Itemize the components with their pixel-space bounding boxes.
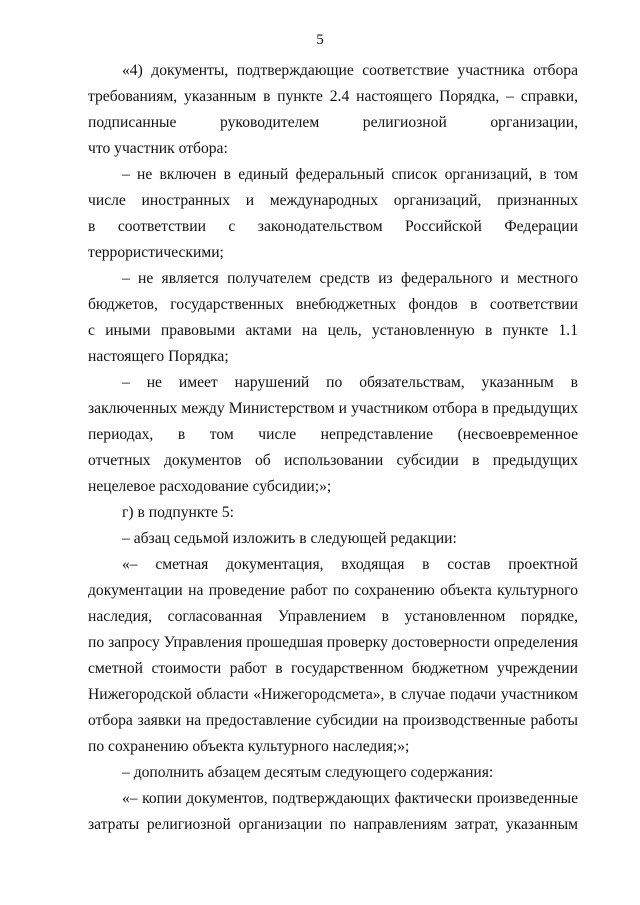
text-line: «4) документы, подтверждающие соответствие участника отбора — [122, 62, 578, 79]
text-line: отбора заявки на предоставление субсидии на производственные работы — [88, 712, 578, 729]
text-line: заключенных между Министерством и участником отбора в предыдущих — [88, 400, 578, 417]
text-line: – абзац седьмой изложить в следующей редакции: — [122, 530, 457, 547]
text-line: бюджетов, государственных внебюджетных фондов в соответствии — [88, 296, 578, 313]
text-line: с иными правовыми актами на цель, установленную в пункте 1.1 — [88, 322, 578, 339]
text-line: – дополнить абзацем десятым следующего содержания: — [122, 764, 494, 781]
text-line: – не является получателем средств из федерального и местного — [122, 270, 578, 287]
text-line: подписанные руководителем религиозной организации, — [88, 114, 578, 131]
text-line: периодах, в том числе непредставление (несвоевременное — [88, 426, 578, 443]
text-line: наследия, согласованная Управлением в установленном порядке, — [88, 608, 578, 625]
text-line: Нижегородской области «Нижегородсмета», в случае подачи участником — [88, 686, 578, 703]
text-line: «– копии документов, подтверждающих фактически произведенные — [122, 790, 578, 807]
text-line: затраты религиозной организации по направлениям затрат, указанным — [88, 816, 578, 833]
text-line: сметной стоимости работ в государственном бюджетном учреждении — [88, 660, 578, 677]
text-line: отчетных документов об использовании субсидии в предыдущих — [88, 452, 578, 469]
text-line: – не имеет нарушений по обязательствам, указанным в — [122, 374, 578, 391]
text-line: террористическими; — [88, 244, 224, 261]
text-line: требованиям, указанным в пункте 2.4 настоящего Порядка, – справки, — [88, 88, 578, 105]
text-line: числе иностранных и международных организаций, признанных — [88, 192, 578, 209]
text-line: по запросу Управления прошедшая проверку достоверности определения — [88, 634, 578, 651]
text-line: – не включен в единый федеральный список организаций, в том — [122, 166, 578, 183]
text-line: по сохранению объекта культурного наследия;»; — [88, 738, 410, 755]
page-number: 5 — [316, 32, 324, 48]
text-line: настоящего Порядка; — [88, 348, 229, 365]
text-line: «– сметная документация, входящая в состав проектной — [122, 556, 578, 573]
text-line: что участник отбора: — [88, 140, 228, 157]
text-line: г) в подпункте 5: — [122, 504, 234, 521]
text-line: нецелевое расходование субсидии;»; — [88, 478, 332, 495]
text-line: в соответствии с законодательством Российской Федерации — [88, 218, 578, 235]
text-line: документации на проведение работ по сохранению объекта культурного — [88, 582, 578, 599]
